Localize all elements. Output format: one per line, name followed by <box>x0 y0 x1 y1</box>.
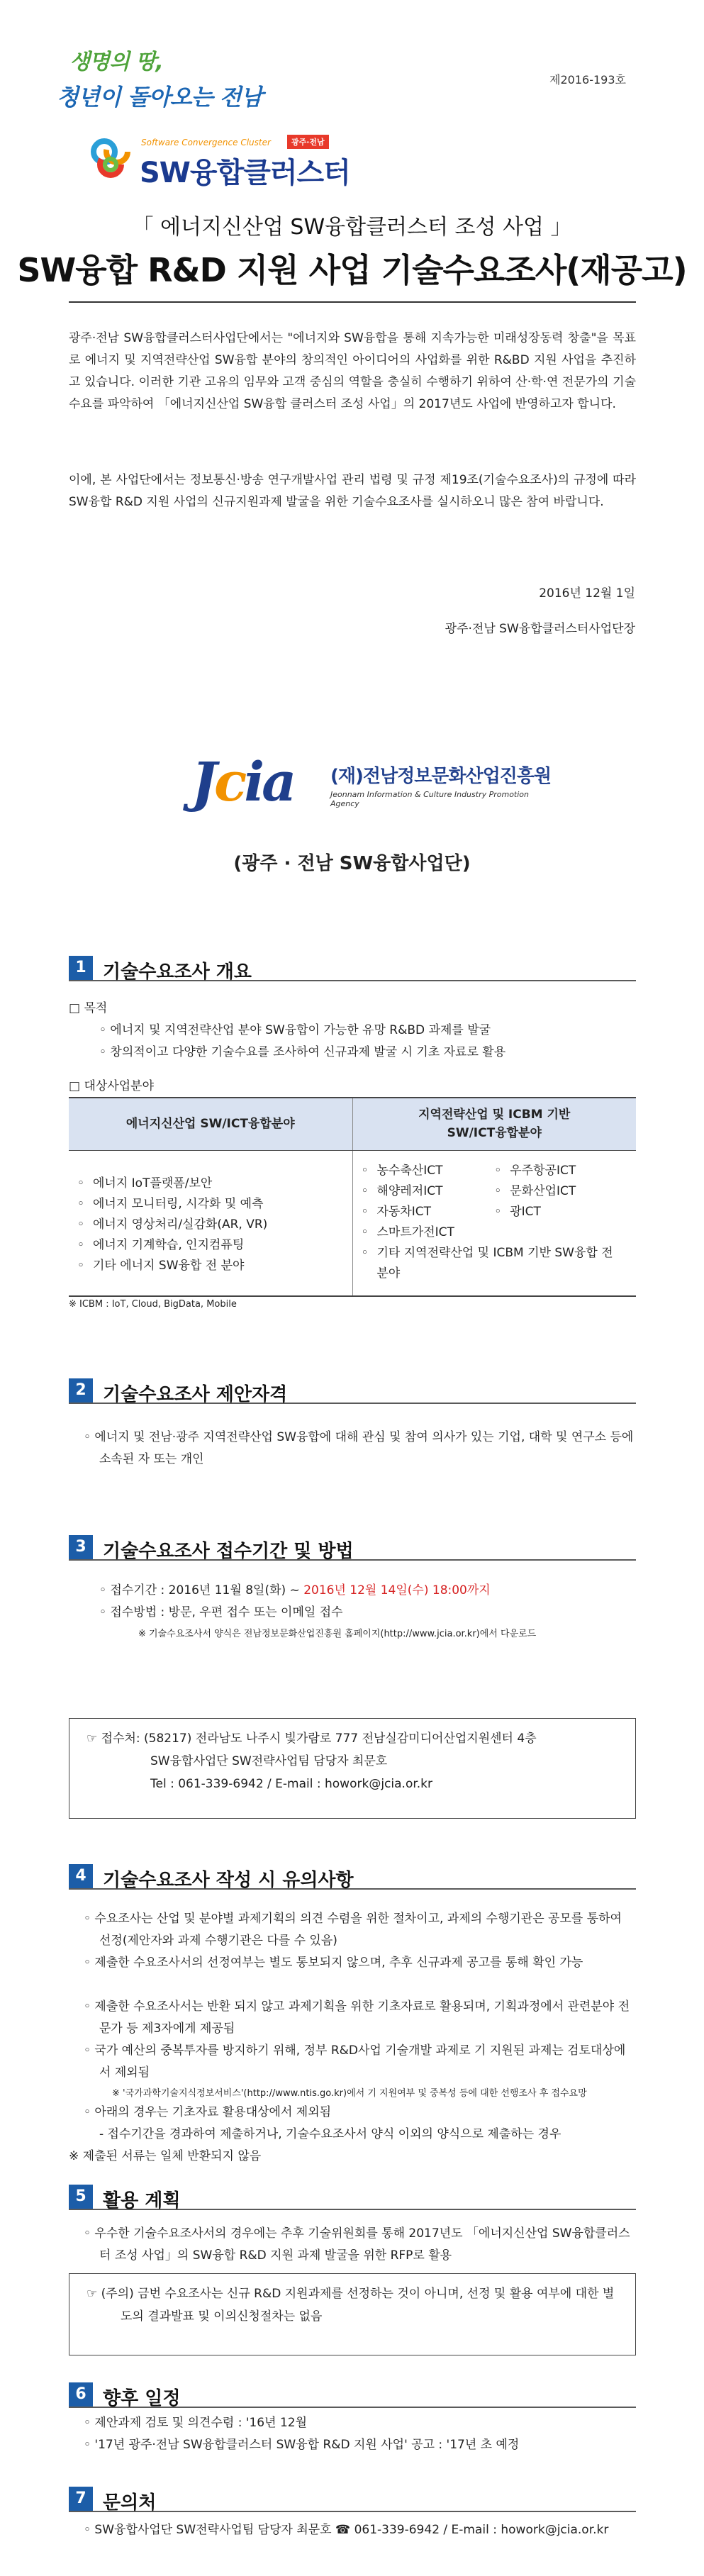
slogan-line2: 청년이 돌아오는 전남 <box>57 84 262 111</box>
list-item: ◦ 자동차ICT <box>361 1204 432 1219</box>
section-title: 문의처 <box>103 2492 157 2514</box>
slogan-line1: 생명의 땅, <box>69 50 163 74</box>
list-item: ◦ 기타 지역전략산업 및 ICBM 기반 SW융합 전 분야 <box>361 1245 613 1281</box>
notice-text: ☞ (주의) 금번 수요조사는 신규 R&D 지원과제를 선정하는 것이 아니며, 선정 및 활용 여부에 대한 별도의 결과발표 및 이의신청절차는 없음 <box>86 2287 615 2324</box>
period-line: ◦ 접수기간 : 2016년 11월 8일(화) ~ 2016년 12월 14일(수) 18:00까지 <box>99 1583 491 1598</box>
document-number: 제2016-193호 <box>549 73 626 87</box>
jcia-logo <box>191 750 560 821</box>
list-item: ◦ 광ICT <box>494 1204 541 1219</box>
issuer: 광주·전남 SW융합클러스터사업단장 <box>445 622 635 636</box>
org-subtitle: (광주 · 전남 SW융합사업단) <box>233 853 471 874</box>
purpose-item: ◦ 창의적이고 다양한 기술수요를 조사하여 신규과제 발굴 시 기초 자료로 활용 <box>99 1045 506 1059</box>
usage-plan-text: ◦ 우수한 기술수요조사서의 경우에는 추후 기술위원회를 통해 2017년도 「에너지신산업 SW융합클러스터 조성 사업」의 SW융합 R&D 지원 과제 발굴을 위한 RFP로 활용 <box>84 2226 630 2263</box>
announcement-date: 2016년 12월 1일 <box>539 586 635 601</box>
title-divider <box>69 301 636 303</box>
section-title: 기술수요조사 개요 <box>103 961 252 983</box>
icbm-note: ※ ICBM : IoT, Cloud, BigData, Mobile <box>69 1299 237 1310</box>
contact-team: SW융합사업단 SW전략사업팀 담당자 최문호 <box>150 1754 388 1768</box>
section-3-header <box>69 1534 636 1561</box>
guideline-item: ◦ 제출한 수요조사서는 반환 되지 않고 과제기획을 위한 기초자료로 활용되며, 기획과정에서 관련분야 전문가 등 제3자에게 제공됨 <box>84 2000 630 2036</box>
jcia-logo-mark: Jcia <box>191 750 294 813</box>
section-6-header <box>69 2381 636 2408</box>
target-label: □ 대상사업분야 <box>69 1079 154 1093</box>
section-number: 7 <box>69 2487 93 2511</box>
intro-paragraph-2: 이에, 본 사업단에서는 정보통신·방송 연구개발사업 관리 법령 및 규정 제19조(기술수요조사)의 규정에 따라 SW융합 R&D 지원 사업의 신규지원과제 발굴을 위한 기술수요조사를 실시하오니 많은 참여 바랍니다. <box>69 473 636 509</box>
contact-box <box>69 1718 636 1819</box>
exclusion-detail: - 접수기간을 경과하여 제출하거나, 기술수요조사서 양식 이외의 양식으로 제출하는 경우 <box>99 2127 561 2141</box>
method-line: ◦ 접수방법 : 방문, 우편 접수 또는 이메일 접수 <box>99 1605 343 1619</box>
contact-phone-email: Tel : 061-339-6942 / E-mail : howork@jcia.or.kr <box>150 1777 433 1791</box>
section-number: 6 <box>69 2382 93 2407</box>
list-item: ◦ 에너지 IoT플랫폼/보안 <box>77 1176 213 1191</box>
guideline-item: ◦ 수요조사는 산업 및 분야별 과제기획의 의견 수렴을 위한 절차이고, 과제의 수행기관은 공모를 통하여 선정(제안자와 과제 수행기관은 다를 수 있음) <box>84 1912 622 1948</box>
section-title: 기술수요조사 제안자격 <box>103 1384 288 1405</box>
exclusion-line: ◦ 아래의 경우는 기초자료 활용대상에서 제외됨 <box>84 2105 332 2119</box>
purpose-item: ◦ 에너지 및 지역전략산업 분야 SW융합이 가능한 유망 R&BD 과제를 발굴 <box>99 1023 491 1037</box>
section-title: 향후 일정 <box>103 2388 181 2409</box>
ntis-note: ※ '국가과학기술지식정보서비스'(http://www.ntis.go.kr)에서 기 지원여부 및 중복성 등에 대한 선행조사 후 접수요망 <box>112 2088 587 2099</box>
download-note: ※ 기술수요조사서 양식은 전남정보문화산업진흥원 홈페이지(http://www.jcia.or.kr)에서 다운로드 <box>138 1629 537 1639</box>
list-item: ◦ 기타 에너지 SW융합 전 분야 <box>77 1258 245 1273</box>
title-line2: SW융합 R&D 지원 사업 기술수요조사(재공고) <box>17 251 687 289</box>
cluster-logo <box>89 133 358 189</box>
section-number: 1 <box>69 956 93 980</box>
guideline-item: ◦ 국가 예산의 중복투자를 방지하기 위해, 정부 R&D사업 기술개발 과제로 기 지원된 과제는 검토대상에서 제외됨 <box>84 2043 626 2080</box>
section-7-header <box>69 2485 636 2512</box>
list-item: ◦ 에너지 영상처리/실감화(AR, VR) <box>77 1217 268 1232</box>
list-item: ◦ 해양레저ICT <box>361 1183 443 1198</box>
section-title: 활용 계획 <box>103 2190 181 2212</box>
section-4-header <box>69 1863 636 1890</box>
target-field-table <box>69 1097 636 1297</box>
cluster-logo-badge: 광주·전남 <box>287 135 329 149</box>
list-item: ◦ 문화산업ICT <box>494 1183 576 1198</box>
schedule-item: ◦ 제안과제 검토 및 의견수렴 : '16년 12월 <box>84 2416 308 2430</box>
list-item: ◦ 우주항공ICT <box>494 1163 576 1178</box>
guideline-item: ◦ 제출한 수요조사서의 선정여부는 별도 통보되지 않으며, 추후 신규과제 공고를 통해 확인 가능 <box>84 1956 583 1970</box>
list-item: ◦ 스마트가전ICT <box>361 1225 454 1239</box>
list-item: ◦ 에너지 기계학습, 인지컴퓨팅 <box>77 1237 245 1252</box>
section-number: 4 <box>69 1864 93 1888</box>
list-item: ◦ 에너지 모니터링, 시각화 및 예측 <box>77 1196 264 1211</box>
title-line1: 「 에너지신산업 SW융합클러스터 조성 사업 」 <box>132 215 572 240</box>
cluster-logo-subtitle: Software Convergence Cluster <box>141 138 271 147</box>
section-1-header <box>69 954 636 981</box>
intro-paragraph-1: 광주·전남 SW융합클러스터사업단에서는 "에너지와 SW융합을 통해 지속가능한 미래성장동력 창출"을 목표로 에너지 및 지역전략산업 SW융합 분야의 창의적인 아이디어의 사업화를 위한 R&BD 지원 사업을 추진하고 있습니다. 이러한 기관 고유의 임무와 고객 중심의 역할을 충실히 수행하기 위하여 산·학·연 전문가의 기술수요를 파악하여 「에너지신산업 SW융합 클러스터 조성 사업」의 2017년도 사업에 반영하고자 합니다. <box>69 331 636 411</box>
deadline-highlight: 2016년 12월 14일(수) 18:00까지 <box>303 1583 491 1598</box>
section-number: 5 <box>69 2185 93 2209</box>
schedule-item: ◦ '17년 광주·전남 SW융합클러스터 SW융합 R&D 지원 사업' 공고 : '17년 초 예정 <box>84 2438 520 2452</box>
table-header: 에너지신산업 SW/ICT융합분야 <box>69 1098 352 1150</box>
table-cell <box>69 1150 352 1296</box>
cluster-logo-mark-icon <box>89 136 133 180</box>
jcia-name-en: Jeonnam Information & Culture Industry Promotion Agency <box>330 790 530 808</box>
section-number: 3 <box>69 1535 93 1559</box>
section-2-header <box>69 1377 636 1404</box>
eligibility-text: ◦ 에너지 및 전남·광주 지역전략산업 SW융합에 대해 관심 및 참여 의사가 있는 기업, 대학 및 연구소 등에 소속된 자 또는 개인 <box>84 1430 634 1466</box>
no-return-note: ※ 제출된 서류는 일체 반환되지 않음 <box>69 2149 262 2163</box>
section-number: 2 <box>69 1378 93 1403</box>
jcia-name-ko: (재)전남정보문화산업진흥원 <box>330 766 552 787</box>
section-5-header <box>69 2183 636 2210</box>
table-header: 지역전략산업 및 ICBM 기반 SW/ICT융합분야 <box>352 1098 636 1150</box>
cluster-logo-name: SW융합클러스터 <box>140 157 350 189</box>
section-title: 기술수요조사 접수기간 및 방법 <box>103 1541 354 1562</box>
list-item: ◦ 농수축산ICT <box>361 1163 443 1178</box>
contact-line: ◦ SW융합사업단 SW전략사업팀 담당자 최문호 ☎ 061-339-6942 / E-mail : howork@jcia.or.kr <box>84 2523 609 2537</box>
notice-box <box>69 2273 636 2355</box>
table-cell <box>352 1150 636 1296</box>
contact-address: ☞ 접수처: (58217) 전라남도 나주시 빛가람로 777 전남실감미디어산업지원센터 4층 <box>86 1732 537 1746</box>
section-title: 기술수요조사 작성 시 유의사항 <box>103 1870 354 1891</box>
purpose-label: □ 목적 <box>69 1001 108 1015</box>
